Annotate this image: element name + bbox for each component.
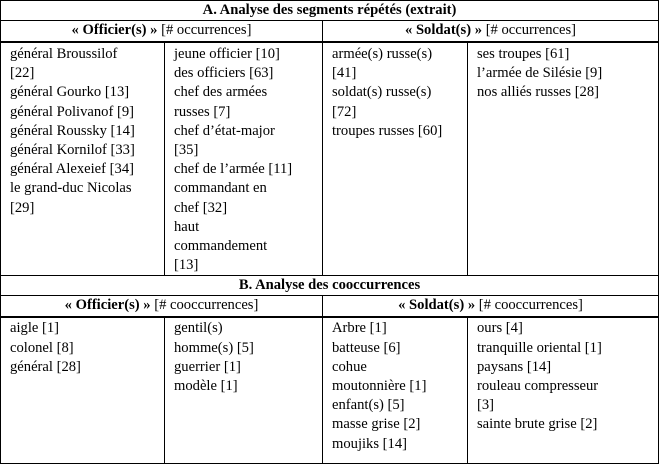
- list-item: russes [7]: [174, 103, 231, 120]
- list-item: enfant(s) [5]: [332, 397, 405, 414]
- list-item: nos alliés russes [28]: [477, 84, 600, 101]
- section-b-officier-col2: [165, 317, 323, 463]
- section-b-soldat-header: [323, 296, 659, 318]
- soldat-label: « Soldat(s) »: [405, 22, 486, 38]
- section-a-soldat-col1: [323, 42, 468, 276]
- section-a-officier-col2: [165, 42, 323, 276]
- section-b-title: B. Analyse des cooccurrences: [1, 276, 659, 296]
- list-item: [13]: [174, 257, 199, 274]
- list-item: troupes russes [60]: [332, 122, 443, 139]
- soldat-label: « Soldat(s) »: [398, 297, 479, 314]
- list-item: l’armée de Silésie [9]: [477, 65, 603, 82]
- list-item: chef des armées: [174, 84, 268, 101]
- section-a-officier-header: [1, 21, 323, 43]
- list-item: général Gourko [13]: [10, 84, 130, 101]
- list-item: général Polivanof [9]: [10, 103, 135, 120]
- list-item: général Roussky [14]: [10, 122, 135, 139]
- officier-count-label: [# occurrences]: [161, 22, 252, 38]
- section-b-header-row: [1, 296, 659, 318]
- section-b-title-row: [1, 276, 659, 296]
- list-item: colonel [8]: [10, 339, 74, 356]
- section-b-officier-header: [1, 296, 323, 318]
- section-b-soldat-col2: [468, 317, 659, 463]
- list-item: rouleau compresseur: [477, 378, 599, 395]
- officier-label: « Officier(s) »: [71, 22, 162, 38]
- list-item: batteuse [6]: [332, 339, 401, 356]
- list-item: commandement: [174, 238, 268, 255]
- section-b-soldat-col1: [323, 317, 468, 463]
- list-item: chef [32]: [174, 199, 228, 216]
- list-item: [3]: [477, 397, 495, 414]
- section-a-soldat-header: [323, 21, 659, 43]
- list-item: [35]: [174, 142, 199, 159]
- list-item: chef d’état-major: [174, 122, 275, 139]
- section-a-officier-col1: [1, 42, 165, 276]
- list-item: général [28]: [10, 358, 81, 375]
- list-item: cohue: [332, 358, 367, 375]
- officier-cooc-label: [# cooccurrences]: [154, 297, 259, 314]
- list-item: sainte brute grise [2]: [477, 416, 598, 433]
- list-item: soldat(s) russe(s): [332, 84, 432, 101]
- list-item: des officiers [63]: [174, 65, 274, 82]
- section-a-title: A. Analyse des segments répétés (extrait): [1, 1, 659, 21]
- list-item: [72]: [332, 103, 357, 120]
- list-item: [29]: [10, 199, 35, 216]
- section-a-soldat-col2: [468, 42, 659, 276]
- list-item: haut: [174, 218, 200, 235]
- list-item: armée(s) russe(s): [332, 46, 433, 62]
- list-item: masse grise [2]: [332, 416, 421, 433]
- list-item: ours [4]: [477, 320, 523, 337]
- list-item: moujiks [14]: [332, 435, 407, 452]
- list-item: tranquille oriental [1]: [477, 339, 602, 356]
- list-item: général Kornilof [33]: [10, 142, 135, 159]
- list-item: le grand-duc Nicolas: [10, 180, 132, 197]
- list-item: chef de l’armée [11]: [174, 161, 293, 178]
- list-item: paysans [14]: [477, 358, 552, 375]
- section-a-header-row: [1, 21, 659, 43]
- list-item: homme(s) [5]: [174, 339, 254, 356]
- list-item: [41]: [332, 65, 357, 82]
- list-item: guerrier [1]: [174, 358, 241, 375]
- officier-label: « Officier(s) »: [64, 297, 155, 314]
- list-item: général Broussilof: [10, 46, 118, 62]
- soldat-count-label: [# occurrences]: [485, 22, 577, 38]
- list-item: gentil(s): [174, 320, 223, 337]
- list-item: aigle [1]: [10, 320, 60, 337]
- section-a-title-row: [1, 1, 659, 21]
- soldat-cooc-label: [# cooccurrences]: [478, 297, 583, 314]
- list-item: commandant en: [174, 180, 267, 197]
- list-item: moutonnière [1]: [332, 378, 427, 395]
- list-item: Arbre [1]: [332, 320, 387, 337]
- list-item: [22]: [10, 65, 35, 82]
- section-b-officier-col1: [1, 317, 165, 463]
- section-b-body-row: [1, 317, 659, 463]
- list-item: ses troupes [61]: [477, 46, 570, 62]
- section-a-body-row: [1, 42, 659, 276]
- list-item: modèle [1]: [174, 378, 238, 395]
- list-item: jeune officier [10]: [174, 46, 280, 62]
- list-item: général Alexeief [34]: [10, 161, 134, 178]
